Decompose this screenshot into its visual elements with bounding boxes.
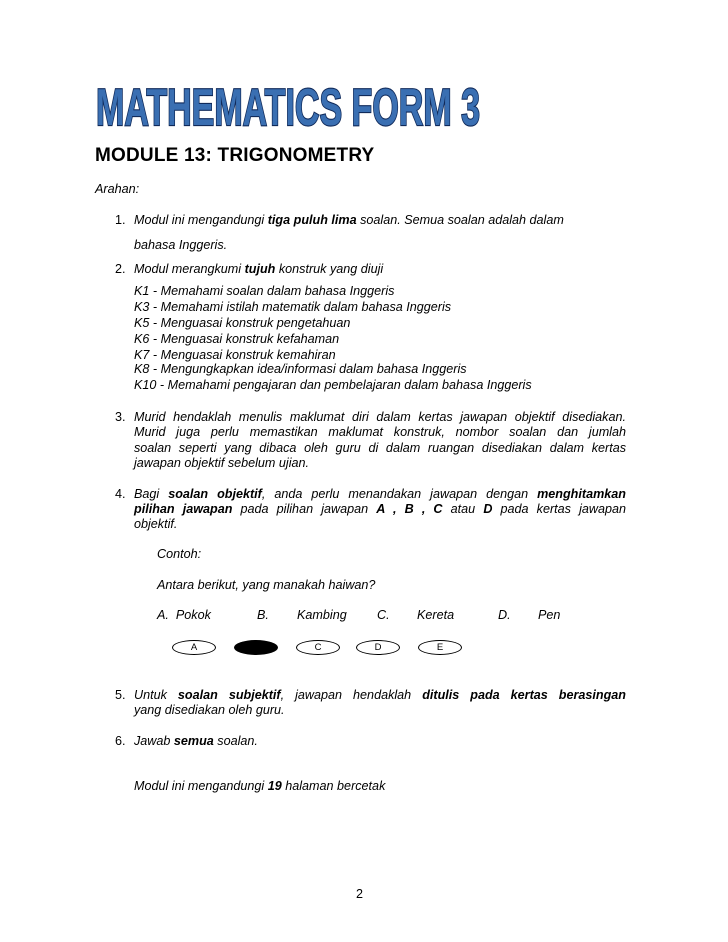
banner-text: MATHEMATICS FORM 3 <box>96 79 480 137</box>
item-number: 1. <box>115 213 126 227</box>
example-label: Contoh: <box>157 547 202 561</box>
item4-line: pilihan jawapan pada pilihan jawapan A , B , C atau D pada kertas jawapan <box>134 502 627 516</box>
item5-line: Untuk soalan subjektif, jawapan hendaklah ditulis pada kertas berasingan <box>134 688 626 702</box>
item-number: 4. <box>115 487 126 501</box>
construct-item: K6 - Menguasai konstruk kefahaman <box>134 332 340 346</box>
page-number: 2 <box>356 887 364 901</box>
answer-bubble-filled[interactable] <box>234 640 278 655</box>
item-number: 5. <box>115 688 126 702</box>
construct-item: K8 - Mengungkapkan idea/informasi dalam bahasa Inggeris <box>134 362 467 376</box>
option-a: A. Pokok <box>157 608 211 622</box>
construct-item: K5 - Menguasai konstruk pengetahuan <box>134 316 351 330</box>
item4-line: Bagi soalan objektif, anda perlu menandakan jawapan dengan menghitamkan <box>134 487 626 501</box>
answer-bubble-c[interactable]: C <box>296 640 340 655</box>
item1-text: Modul ini mengandungi tiga puluh lima soalan. Semua soalan adalah dalam <box>134 213 564 227</box>
item-number: 6. <box>115 734 126 748</box>
page-count-note: Modul ini mengandungi 19 halaman bercetak <box>134 779 386 793</box>
item-number: 2. <box>115 262 126 276</box>
instructions-heading: Arahan: <box>95 182 140 196</box>
answer-bubble-d[interactable]: D <box>356 640 400 655</box>
option-d-text: Pen <box>538 608 561 622</box>
option-c-text: Kereta <box>417 608 455 622</box>
item4-line: objektif. <box>134 517 178 531</box>
option-c-letter: C. <box>377 608 390 622</box>
item3-line: jawapan objektif sebelum ujian. <box>134 456 310 470</box>
item1-text-line2: bahasa Inggeris. <box>134 238 228 252</box>
item5-line2: yang disediakan oleh guru. <box>134 703 285 717</box>
construct-item: K10 - Memahami pengajaran dan pembelajaran dalam bahasa Inggeris <box>134 378 532 392</box>
construct-item: K7 - Menguasai konstruk kemahiran <box>134 348 336 362</box>
item2-text: Modul merangkumi tujuh konstruk yang diuji <box>134 262 384 276</box>
module-title: MODULE 13: TRIGONOMETRY <box>95 145 375 166</box>
option-b-letter: B. <box>257 608 269 622</box>
item3-line: Murid hendaklah menulis maklumat diri dalam kertas jawapan objektif disediakan. <box>134 410 626 424</box>
option-d-letter: D. <box>498 608 511 622</box>
construct-item: K1 - Memahami soalan dalam bahasa Inggeris <box>134 284 395 298</box>
item6-text: Jawab semua soalan. <box>134 734 258 748</box>
option-b-text: Kambing <box>297 608 347 622</box>
construct-item: K3 - Memahami istilah matematik dalam bahasa Inggeris <box>134 300 452 314</box>
item-number: 3. <box>115 410 126 424</box>
item3-line: Murid juga perlu memastikan maklumat konstruk, nombor soalan dan jumlah <box>134 425 626 439</box>
answer-bubble-e[interactable]: E <box>418 640 462 655</box>
answer-bubble-a[interactable]: A <box>172 640 216 655</box>
example-question: Antara berikut, yang manakah haiwan? <box>157 578 376 592</box>
title-banner <box>94 78 484 137</box>
item3-line: soalan seperti yang dibaca oleh guru di dalam ruangan disediakan dalam kertas <box>134 441 626 455</box>
